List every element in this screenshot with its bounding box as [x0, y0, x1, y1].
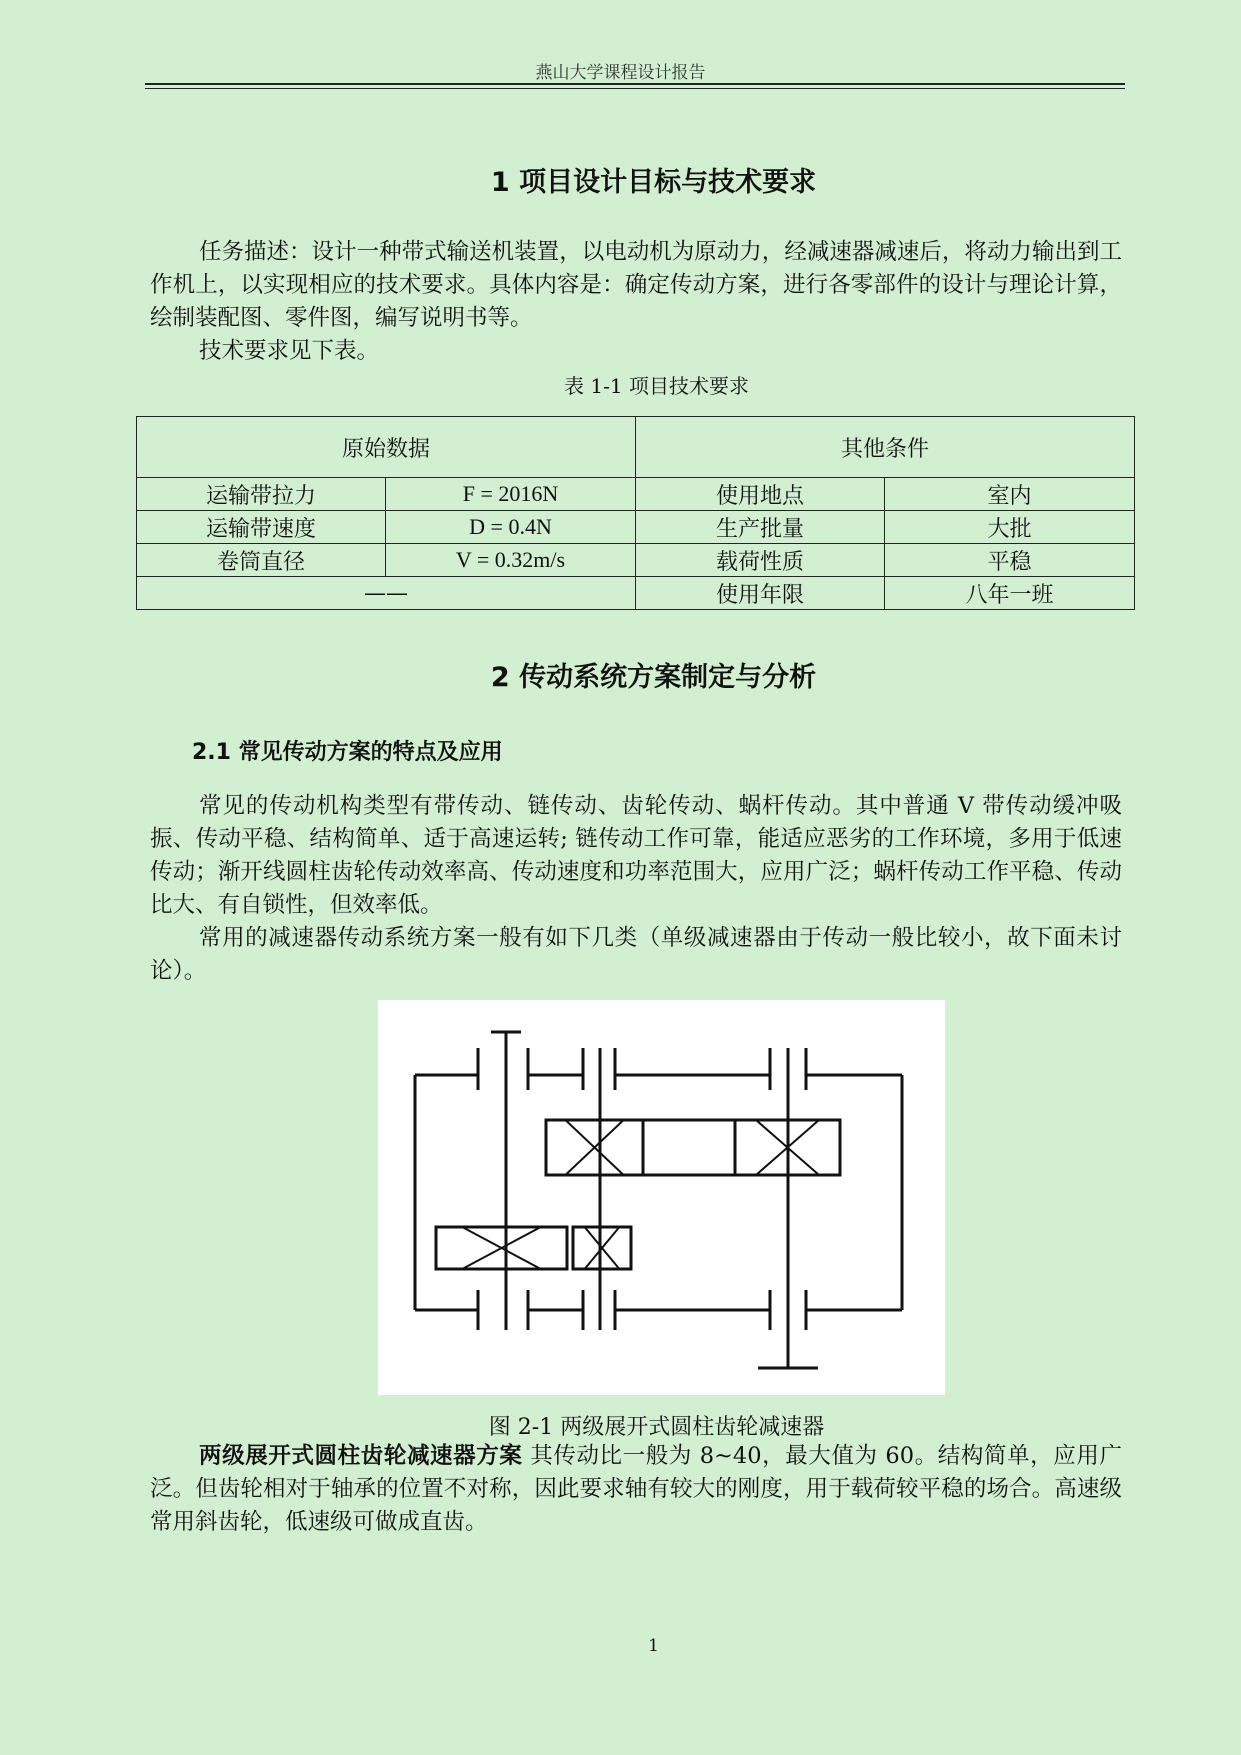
table-cell: V = 0.32m/s	[386, 544, 636, 577]
scheme-title: 两级展开式圆柱齿轮减速器方案	[199, 1443, 523, 1469]
transmission-types-paragraph: 常见的传动机构类型有带传动、链传动、齿轮传动、蜗杆传动。其中普通 V 带传动缓冲吸振、传动平稳、结构简单、适于高速运转; 链传动工作可靠，能适应恶劣的工作环境，多用于低速传动；渐开线圆柱齿轮传动效率高、传动速度和功率范围大，应用广泛；蜗杆传动工作平稳、传动比大、有自锁性，但效率低。	[150, 793, 1122, 918]
page-number: 1	[648, 1636, 659, 1656]
table-cell: 平稳	[885, 544, 1135, 577]
table-caption: 表 1-1 项目技术要求	[564, 374, 749, 398]
table-head-original-data: 原始数据	[137, 417, 636, 478]
table-cell: 运输带速度	[137, 511, 386, 544]
figure-caption: 图 2-1 两级展开式圆柱齿轮减速器	[488, 1415, 825, 1440]
scheme-description: 其传动比一般为 8~40，最大值为 60。结构简单，应用广泛。但齿轮相对于轴承的位置不对称，因此要求轴有较大的刚度，用于载荷较平稳的场合。高速级常用斜齿轮，低速级可做成直齿。	[150, 1443, 1122, 1535]
table-cell: 卷筒直径	[137, 544, 386, 577]
spec-table	[136, 416, 1135, 610]
table-cell: 八年一班	[885, 577, 1135, 610]
reducer-diagram-svg	[378, 1000, 945, 1395]
table-cell: 大批	[885, 511, 1135, 544]
table-cell: 使用年限	[636, 577, 885, 610]
table-cell: 使用地点	[636, 478, 885, 511]
subsection-heading: 2.1 常见传动方案的特点及应用	[192, 740, 503, 765]
section2-heading: 2 传动系统方案制定与分析	[490, 662, 817, 693]
table-row	[137, 511, 1135, 544]
table-row	[137, 478, 1135, 511]
table-head-other-conditions: 其他条件	[636, 417, 1135, 478]
table-header-row	[137, 417, 1135, 478]
table-cell: D = 0.4N	[386, 511, 636, 544]
table-row	[137, 544, 1135, 577]
two-stage-paragraph	[150, 1440, 1122, 1539]
header-rule-thin	[145, 88, 1125, 89]
table-row	[137, 577, 1135, 610]
reducer-diagram	[378, 1000, 945, 1395]
header-title: 燕山大学课程设计报告	[535, 63, 706, 83]
section1-heading: 1 项目设计目标与技术要求	[490, 167, 817, 198]
table-cell: 室内	[885, 478, 1135, 511]
table-cell: 载荷性质	[636, 544, 885, 577]
task-paragraph: 任务描述：设计一种带式输送机装置，以电动机为原动力，经减速器减速后，将动力输出到工作机上，以实现相应的技术要求。具体内容是：确定传动方案，进行各零部件的设计与理论计算，绘制装配图、零件图，编写说明书等。	[150, 239, 1122, 331]
reducer-schemes-paragraph: 常用的减速器传动系统方案一般有如下几类（单级减速器由于传动一般比较小，故下面未讨论）。	[150, 925, 1122, 984]
requirements-line: 技术要求见下表。	[199, 338, 380, 364]
table-cell: 生产批量	[636, 511, 885, 544]
header-rule-thick	[145, 83, 1125, 85]
table-cell: ——	[137, 577, 636, 610]
table-cell: 运输带拉力	[137, 478, 386, 511]
table-cell: F = 2016N	[386, 478, 636, 511]
